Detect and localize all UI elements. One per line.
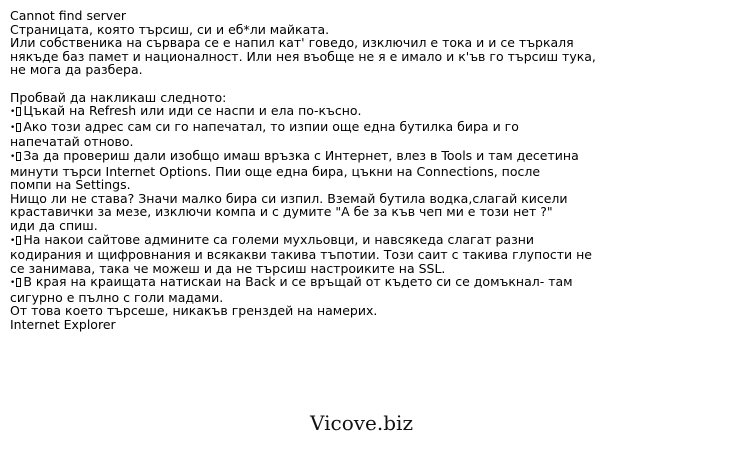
intro-line: не мога да разбера. bbox=[10, 62, 143, 78]
missing-glyph-icon bbox=[16, 278, 21, 287]
suggestion-item-back bbox=[10, 275, 725, 304]
bullet-icon: • bbox=[10, 122, 16, 133]
spacer bbox=[10, 77, 725, 91]
suggestion-item-refresh bbox=[10, 104, 725, 120]
bullet-icon: • bbox=[10, 151, 16, 162]
bullet-icon: • bbox=[10, 278, 16, 289]
suggestion-text: На накои сайтове админите са големи мухльовци, и навсякеда слагат разни bbox=[23, 231, 535, 247]
suggestion-text: сигурно е пълно с голи мадами. bbox=[10, 289, 224, 305]
suggestion-text: Нищо ли не става? Значи малко бира си изпил. Вземай бутила водка,слагай кисели bbox=[10, 190, 568, 206]
suggestion-list bbox=[10, 104, 725, 304]
missing-glyph-icon bbox=[16, 152, 21, 161]
intro-line: Или собственика на сървара се е напил кат' говедо, изключил е тока и и се търкаля bbox=[10, 35, 574, 51]
suggestion-text: краставички за мезе, изключи компа и с думите "А бе за къв чеп ми е този нет ?" bbox=[10, 204, 553, 220]
suggestion-item-ssl bbox=[10, 233, 725, 276]
suggestion-text: В края на краищата натискаи на Back и се връщай от където си се домъкнал- там bbox=[23, 274, 573, 290]
suggestion-text: Цъкай на Refresh или иди се наспи и ела по-късно. bbox=[23, 103, 362, 119]
missing-glyph-icon bbox=[16, 107, 21, 116]
bullet-icon: • bbox=[10, 107, 16, 118]
intro-line: някъде баз памет и националност. Или нея въобще не я е имало и к'ъв го търсиш тука, bbox=[10, 48, 596, 64]
suggestion-text: иди да спиш. bbox=[10, 217, 98, 233]
suggestion-text: кодирания и щифровнания и всякакви такива тъпотии. Този саит с такива глупости не bbox=[10, 247, 592, 263]
suggestion-item-retype bbox=[10, 120, 725, 149]
suggestion-text: се занимава, така че можеш и да не търсиш настроиките на SSL. bbox=[10, 260, 446, 276]
intro-line: Страницата, която търсиш, си и еб*ли майката. bbox=[10, 21, 330, 37]
bullet-icon: • bbox=[10, 235, 16, 246]
footer-app-name: Internet Explorer bbox=[10, 317, 116, 333]
suggestion-text: минути търси Internet Options. Пии още една бира, цъкни на Connections, после bbox=[10, 163, 541, 179]
suggestion-text: Ако този адрес сам си го напечатал, то изпии още една бутилка бира и го bbox=[23, 118, 519, 134]
suggestion-text: помпи на Settings. bbox=[10, 177, 131, 193]
try-heading: Пробвай да накликаш следното: bbox=[10, 89, 227, 105]
suggestion-item-connection bbox=[10, 149, 725, 233]
missing-glyph-icon bbox=[16, 123, 21, 132]
suggestion-text: напечатай отново. bbox=[10, 134, 134, 150]
error-title: Cannot find server bbox=[10, 8, 127, 23]
error-page-body bbox=[10, 9, 725, 332]
error-intro bbox=[10, 23, 725, 77]
closing-line: От това което търсеше, никакъв гренздей на намерих. bbox=[10, 303, 378, 319]
suggestion-text: За да провериш дали изобщо имаш връзка с Интернет, влез в Tools и там десетина bbox=[23, 147, 579, 163]
site-watermark: Vicove.biz bbox=[310, 411, 413, 435]
missing-glyph-icon bbox=[16, 236, 21, 245]
